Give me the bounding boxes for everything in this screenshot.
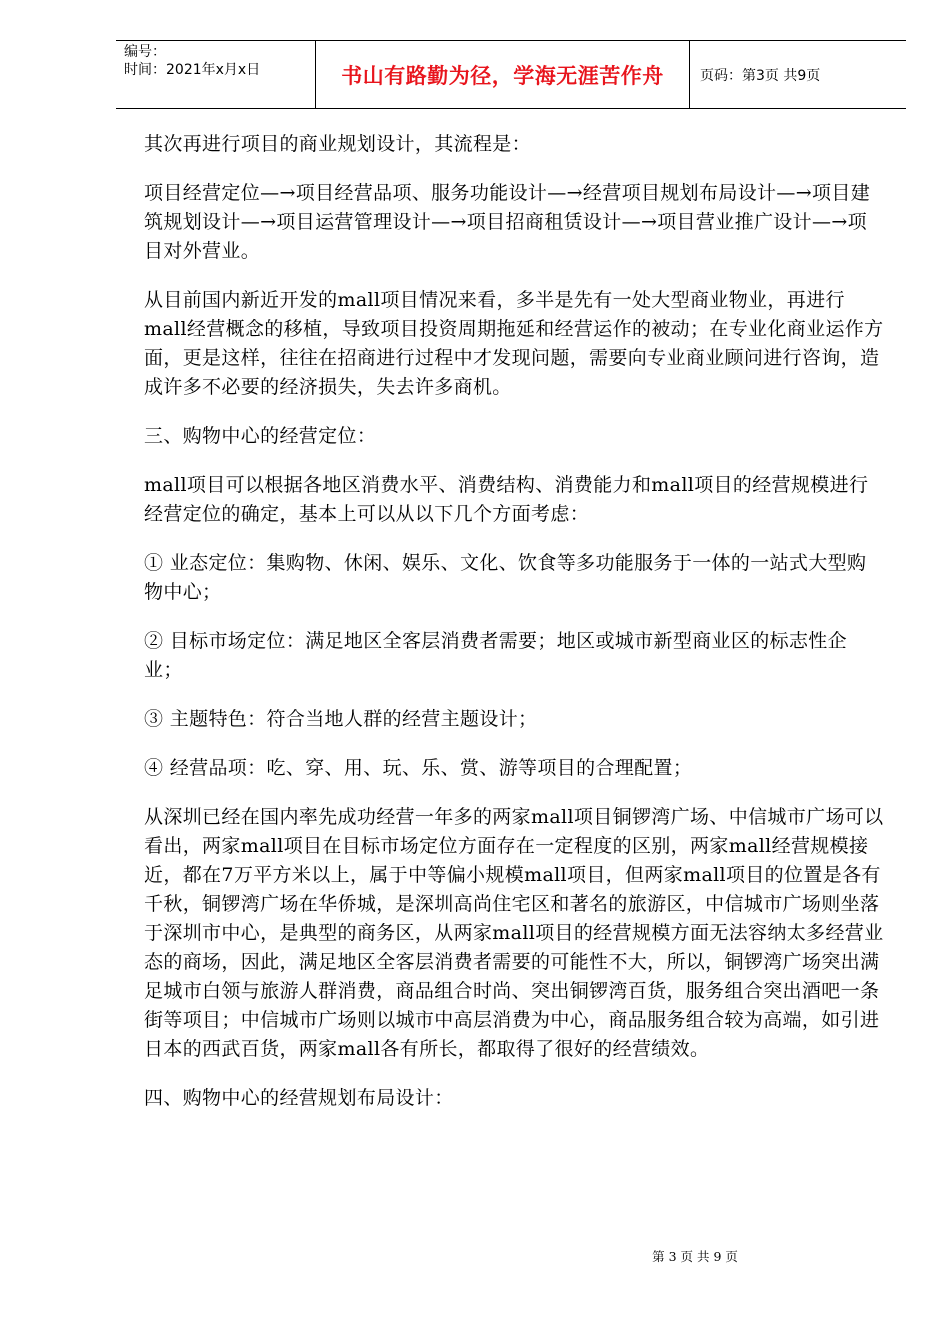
numbered-item: ③ 主题特色：符合当地人群的经营主题设计；	[144, 708, 538, 730]
header-meta-cell	[116, 41, 316, 108]
page-footer: 第 3 页 共 9 页	[652, 1249, 738, 1264]
header-motto: 书山有路勤为径，学海无涯苦作舟	[341, 63, 664, 88]
section-heading: 三、购物中心的经营定位：	[144, 425, 377, 447]
numbered-item: ① 业态定位：集购物、休闲、娱乐、文化、饮食等多功能服务于一体的一站式大型购物中心；	[144, 552, 867, 603]
numbered-item: ② 目标市场定位：满足地区全客层消费者需要；地区或城市新型商业区的标志性企业；	[144, 630, 847, 681]
numbered-item: ④ 经营品项：吃、穿、用、玩、乐、赏、游等项目的合理配置；	[144, 757, 693, 779]
header-page-info-cell	[690, 41, 906, 108]
document-number-label: 编号：	[124, 44, 166, 60]
page-header	[116, 40, 906, 109]
header-motto-cell	[316, 41, 690, 108]
body-paragraph: mall项目可以根据各地区消费水平、消费结构、消费能力和mall项目的经营规模进行经营定位的确定，基本上可以从以下几个方面考虑：	[144, 474, 869, 525]
document-time-label: 时间：2021年x月x日	[124, 62, 261, 78]
body-paragraph: 从深圳已经在国内率先成功经营一年多的两家mall项目铜锣湾广场、中信城市广场可以看出，两家mall项目在目标市场定位方面存在一定程度的区别，两家mall经营规模接近，都在7万平方米以上，属于中等偏小规模mall项目，但两家mall项目的位置是各有千秋，铜锣湾广场在华侨城，是深圳高尚住宅区和著名的旅游区，中信城市广场则坐落于深圳市中心，是典型的商务区，从两家mall项目的经营规模方面无法容纳太多经营业态的商场，因此，满足地区全客层消费者需要的可能性不大，所以，铜锣湾广场突出满足城市白领与旅游人群消费，商品组合时尚、突出铜锣湾百货，服务组合突出酒吧一条街等项目；中信城市广场则以城市中高层消费为中心，商品服务组合较为高端，如引进日本的西武百货，两家mall各有所长，都取得了很好的经营绩效。	[144, 806, 884, 1060]
body-paragraph: 项目经营定位—→项目经营品项、服务功能设计—→经营项目规划布局设计—→项目建筑规划设计—→项目运营管理设计—→项目招商租赁设计—→项目营业推广设计—→项目对外营业。	[144, 182, 871, 262]
document-body	[144, 130, 884, 1133]
header-page-info: 页码：第3页 共9页	[700, 67, 821, 84]
body-paragraph: 从目前国内新近开发的mall项目情况来看，多半是先有一处大型商业物业，再进行mall经营概念的移植，导致项目投资周期拖延和经营运作的被动；在专业化商业运作方面，更是这样，往往在招商进行过程中才发现问题，需要向专业商业顾问进行咨询，造成许多不必要的经济损失，失去许多商机。	[144, 289, 884, 398]
section-heading: 四、购物中心的经营规划布局设计：	[144, 1087, 454, 1109]
body-paragraph: 其次再进行项目的商业规划设计，其流程是：	[144, 133, 532, 155]
